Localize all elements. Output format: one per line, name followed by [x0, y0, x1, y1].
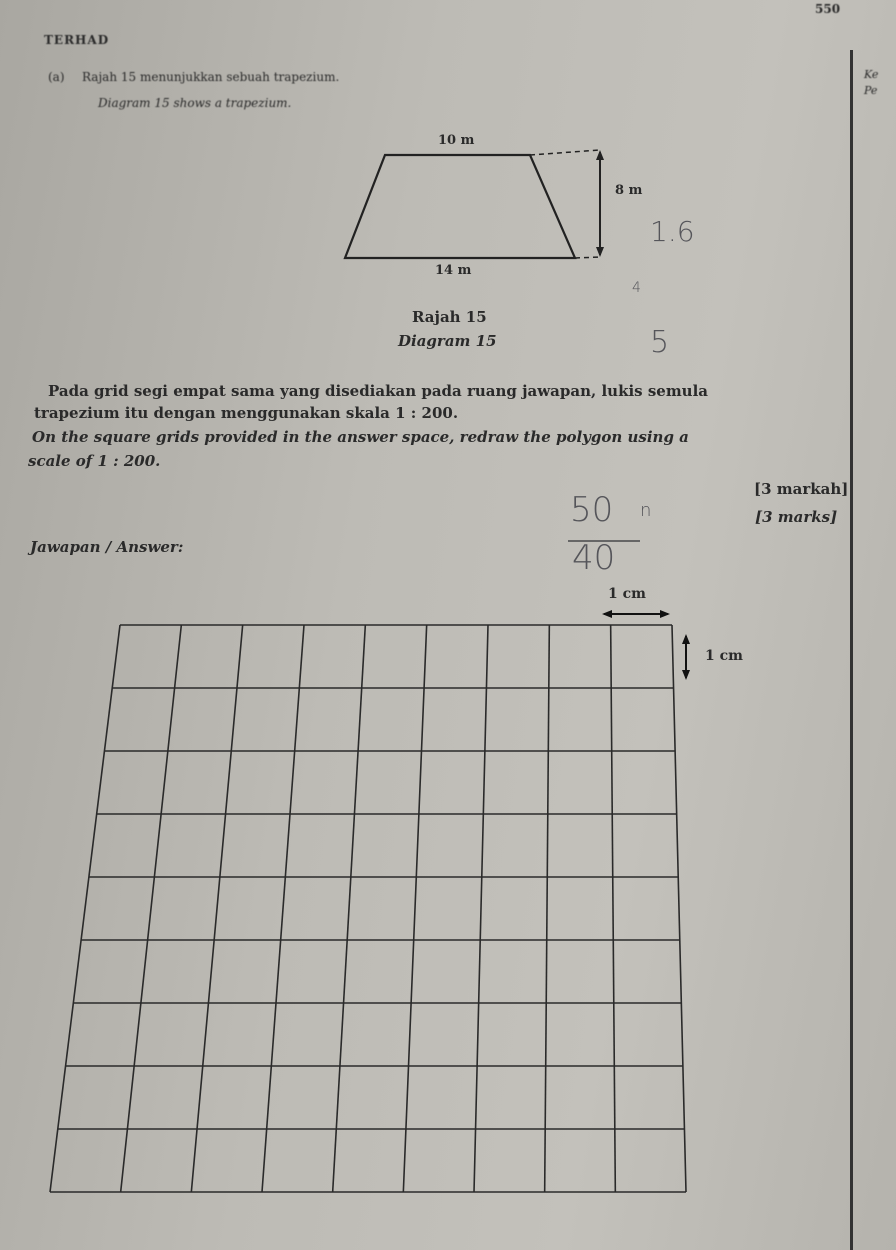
handwriting: 5 [650, 325, 670, 360]
grid-column-line [545, 625, 550, 1192]
instruction-malay-2: trapezium itu dengan menggunakan skala 1 : 200. [34, 404, 459, 422]
grid-column-line [611, 625, 616, 1192]
page-number: 550 [815, 2, 841, 16]
grid-column-line [474, 625, 488, 1192]
classification: TERHAD [44, 33, 110, 47]
marks-english: [3 marks] [755, 508, 838, 526]
handwriting: 50 [570, 490, 614, 530]
handwriting: 4 [632, 280, 641, 296]
caption-english: Diagram 15 [398, 332, 497, 350]
margin-text: Ke [864, 68, 879, 81]
grid-width-label: 1 cm [608, 586, 646, 602]
grid-column-line [121, 625, 182, 1192]
grid-column-line [672, 625, 686, 1192]
grid-column-line [50, 625, 120, 1192]
grid-column-line [403, 625, 426, 1192]
handwriting: 40 [572, 538, 616, 578]
instruction-english-2: scale of 1 : 200. [28, 452, 161, 470]
caption-malay: Rajah 15 [412, 308, 487, 326]
grid-column-line [191, 625, 242, 1192]
intro-malay: Rajah 15 menunjukkan sebuah trapezium. [82, 70, 340, 84]
handwriting: 1.6 [650, 215, 695, 248]
handwriting: n [640, 500, 652, 521]
intro-english: Diagram 15 shows a trapezium. [98, 96, 292, 110]
grid-column-line [333, 625, 366, 1192]
height-label: 8 m [615, 183, 643, 198]
margin-text: Pe [864, 84, 878, 97]
instruction-malay-1: Pada grid segi empat sama yang disediakan pada ruang jawapan, lukis semula [48, 382, 709, 400]
answer-label: Jawapan / Answer: [30, 538, 184, 556]
bottom-length-label: 14 m [435, 263, 472, 278]
question-label: (a) [48, 70, 65, 84]
marks-malay: [3 markah] [754, 480, 849, 498]
instruction-english-1: On the square grids provided in the answer space, redraw the polygon using a [32, 428, 689, 446]
grid-height-label: 1 cm [705, 648, 743, 664]
top-length-label: 10 m [438, 133, 475, 148]
grid-column-line [262, 625, 304, 1192]
